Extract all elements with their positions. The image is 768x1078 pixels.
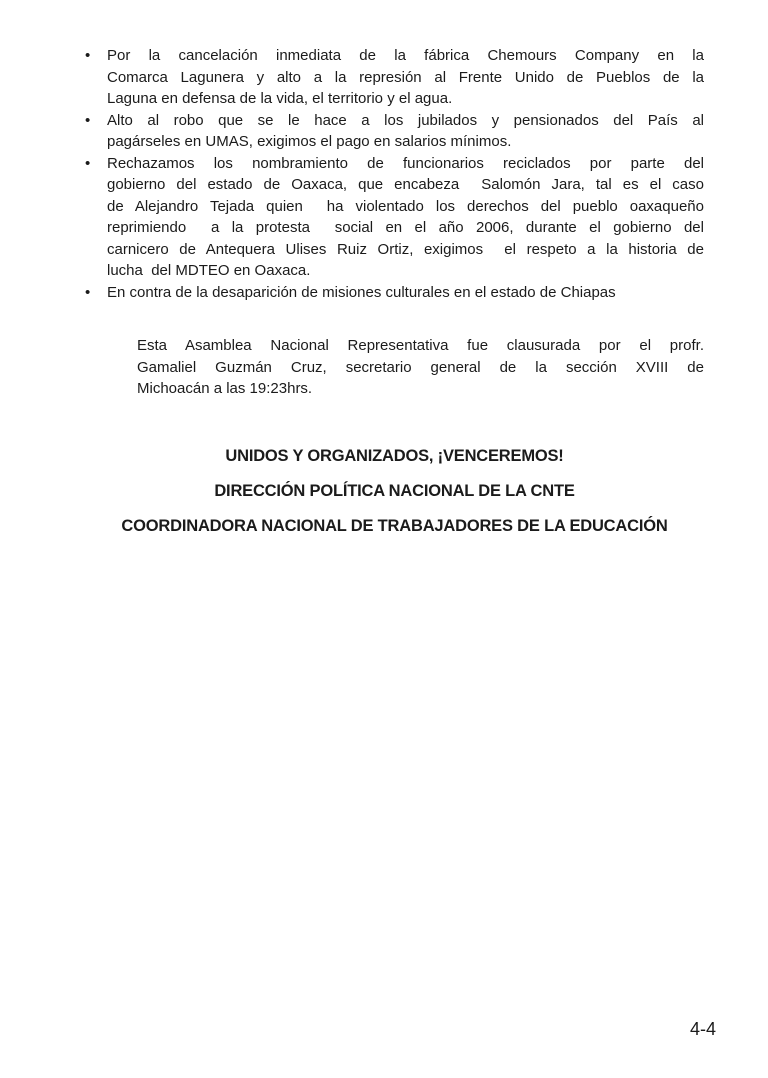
bullet-line: En contra de la desaparición de misiones culturales en el estado de Chiapas xyxy=(107,283,616,301)
slogan-heading: UNIDOS Y ORGANIZADOS, ¡VENCEREMOS! xyxy=(225,446,564,465)
bullet-item xyxy=(85,110,704,153)
bullet-text xyxy=(107,153,704,282)
bullet-item xyxy=(85,153,704,282)
bullet-line: Por la cancelación inmediata de la fábrica Chemours Company en la xyxy=(107,47,704,64)
bullet-line: Comarca Lagunera y alto a la represión al Frente Unido de Pueblos de la xyxy=(107,68,704,86)
bullet-list xyxy=(85,45,704,303)
bullet-icon: • xyxy=(85,111,91,129)
paragraph-line: Michoacán a las 19:23hrs. xyxy=(137,380,313,397)
closing-paragraph xyxy=(137,335,704,400)
bullet-item xyxy=(85,45,704,110)
bullet-text xyxy=(107,45,704,110)
bullet-line: carnicero de Antequera Ulises Ruiz Ortiz, exigimos el respeto a la historia de xyxy=(107,240,704,258)
bullet-line: gobierno del estado de Oaxaca, que encabeza Salomón Jara, tal es el caso xyxy=(107,176,704,193)
bullet-line: reprimiendo a la protesta social en el año 2006, durante el gobierno del xyxy=(107,219,704,236)
bullet-line: Laguna en defensa de la vida, el territorio y el agua. xyxy=(107,90,453,107)
bullet-icon: • xyxy=(85,154,91,172)
bullet-line: de Alejandro Tejada quien ha violentado los derechos del pueblo oaxaqueño xyxy=(107,197,704,215)
bullet-line: lucha del MDTEO en Oaxaca. xyxy=(107,262,311,279)
bullet-icon: • xyxy=(85,47,91,64)
page-number: 4-4 xyxy=(689,1019,716,1039)
bullet-line: pagárseles en UMAS, exigimos el pago en salarios mínimos. xyxy=(107,133,512,150)
closing-headings xyxy=(85,445,704,537)
bullet-text xyxy=(107,282,704,304)
organization-heading: COORDINADORA NACIONAL DE TRABAJADORES DE LA EDUCACIÓN xyxy=(121,516,668,535)
bullet-line: Alto al robo que se le hace a los jubilados y pensionados del País al xyxy=(107,111,704,129)
paragraph-line: Gamaliel Guzmán Cruz, secretario general de la sección XVIII de xyxy=(137,358,704,376)
bullet-icon: • xyxy=(85,283,91,301)
bullet-item xyxy=(85,282,704,304)
paragraph-line: Esta Asamblea Nacional Representativa fue clausurada por el profr. xyxy=(137,337,704,354)
bullet-text xyxy=(107,110,704,153)
direction-heading: DIRECCIÓN POLÍTICA NACIONAL DE LA CNTE xyxy=(214,481,575,500)
bullet-line: Rechazamos los nombramiento de funcionarios reciclados por parte del xyxy=(107,154,704,172)
